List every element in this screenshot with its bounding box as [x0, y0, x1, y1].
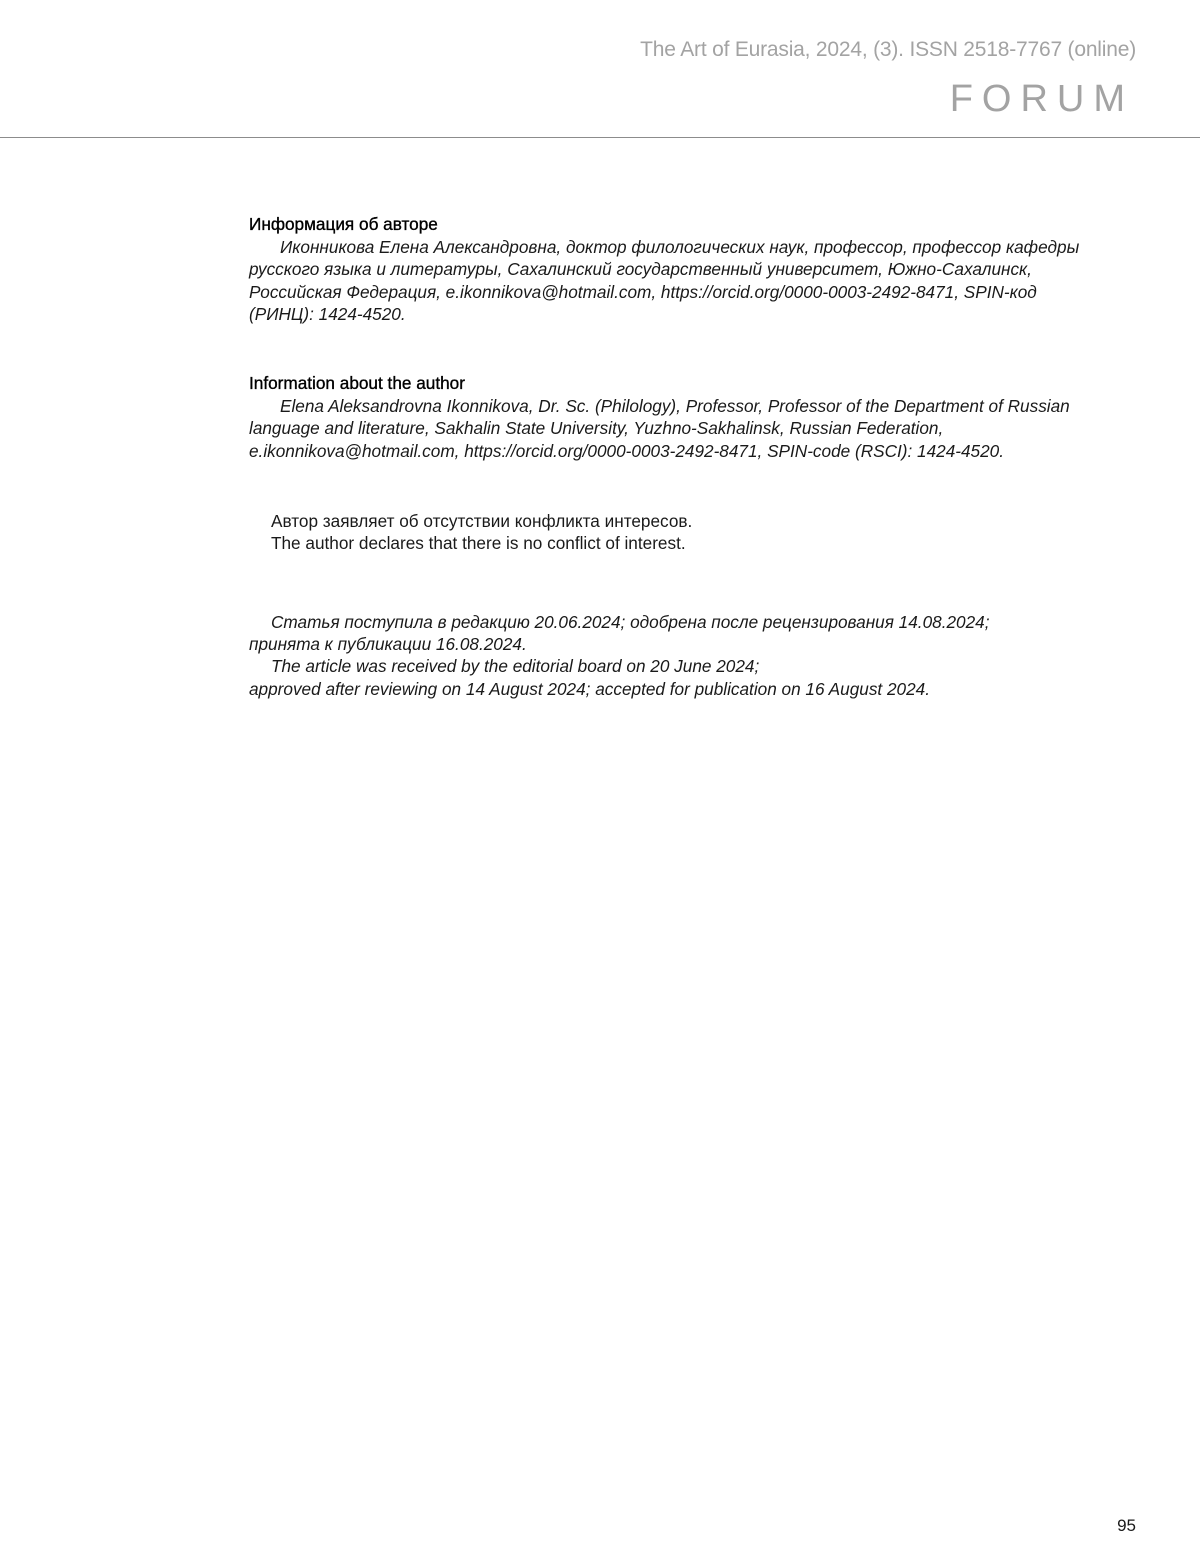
author-info-en: [249, 371, 1149, 462]
author-info-en-line: e.ikonnikova@hotmail.com, https://orcid.org/0000-0003-2492-8471, SPIN-code (RSCI): 1424-4520.: [249, 440, 1005, 461]
conflict-statement: [249, 510, 1149, 555]
author-info-ru-line: Российская Федерация, e.ikonnikova@hotmail.com, https://orcid.org/0000-0003-2492-8471, SPIN-код: [249, 281, 1037, 302]
author-info-ru-line: русского языка и литературы, Сахалинский государственный университет, Южно-Сахалинск,: [249, 259, 1032, 280]
conflict-statement-ru: Автор заявляет об отсутствии конфликта интересов.: [271, 511, 693, 532]
author-info-en-line: language and literature, Sakhalin State University, Yuzhno-Sakhalinsk, Russian Federation,: [249, 418, 944, 439]
article-back-matter: [249, 212, 1149, 700]
author-info-ru-line: (РИНЦ): 1424-4520.: [249, 303, 406, 324]
author-info-ru-line: Иконникова Елена Александровна, доктор филологических наук, профессор, профессор кафедры: [280, 237, 1080, 257]
conflict-statement-en: The author declares that there is no conflict of interest.: [271, 533, 686, 554]
page-number: 95: [1117, 1516, 1136, 1535]
article-dates: [249, 611, 1149, 700]
header-divider: [0, 137, 1200, 138]
journal-citation: The Art of Eurasia, 2024, (3). ISSN 2518-7767 (online): [640, 38, 1136, 61]
article-dates-en-line: The article was received by the editorial board on 20 June 2024;: [271, 656, 760, 677]
author-info-ru-text: [249, 236, 1149, 325]
author-info-ru-heading: Информация об авторе: [249, 214, 438, 234]
section-title: FORUM: [949, 78, 1134, 120]
author-info-en-heading: Information about the author: [249, 373, 465, 394]
article-dates-ru-line: Статья поступила в редакцию 20.06.2024; одобрена после рецензирования 14.08.2024;: [271, 611, 990, 632]
author-info-en-text: [249, 395, 1149, 462]
author-info-en-line: Elena Aleksandrovna Ikonnikova, Dr. Sc. (Philology), Professor, Professor of the Department of Russian: [280, 396, 1070, 417]
article-dates-ru-line: принята к публикации 16.08.2024.: [249, 633, 527, 654]
article-dates-en-line: approved after reviewing on 14 August 2024; accepted for publication on 16 August 2024.: [249, 678, 930, 699]
author-info-ru: [249, 212, 1149, 325]
